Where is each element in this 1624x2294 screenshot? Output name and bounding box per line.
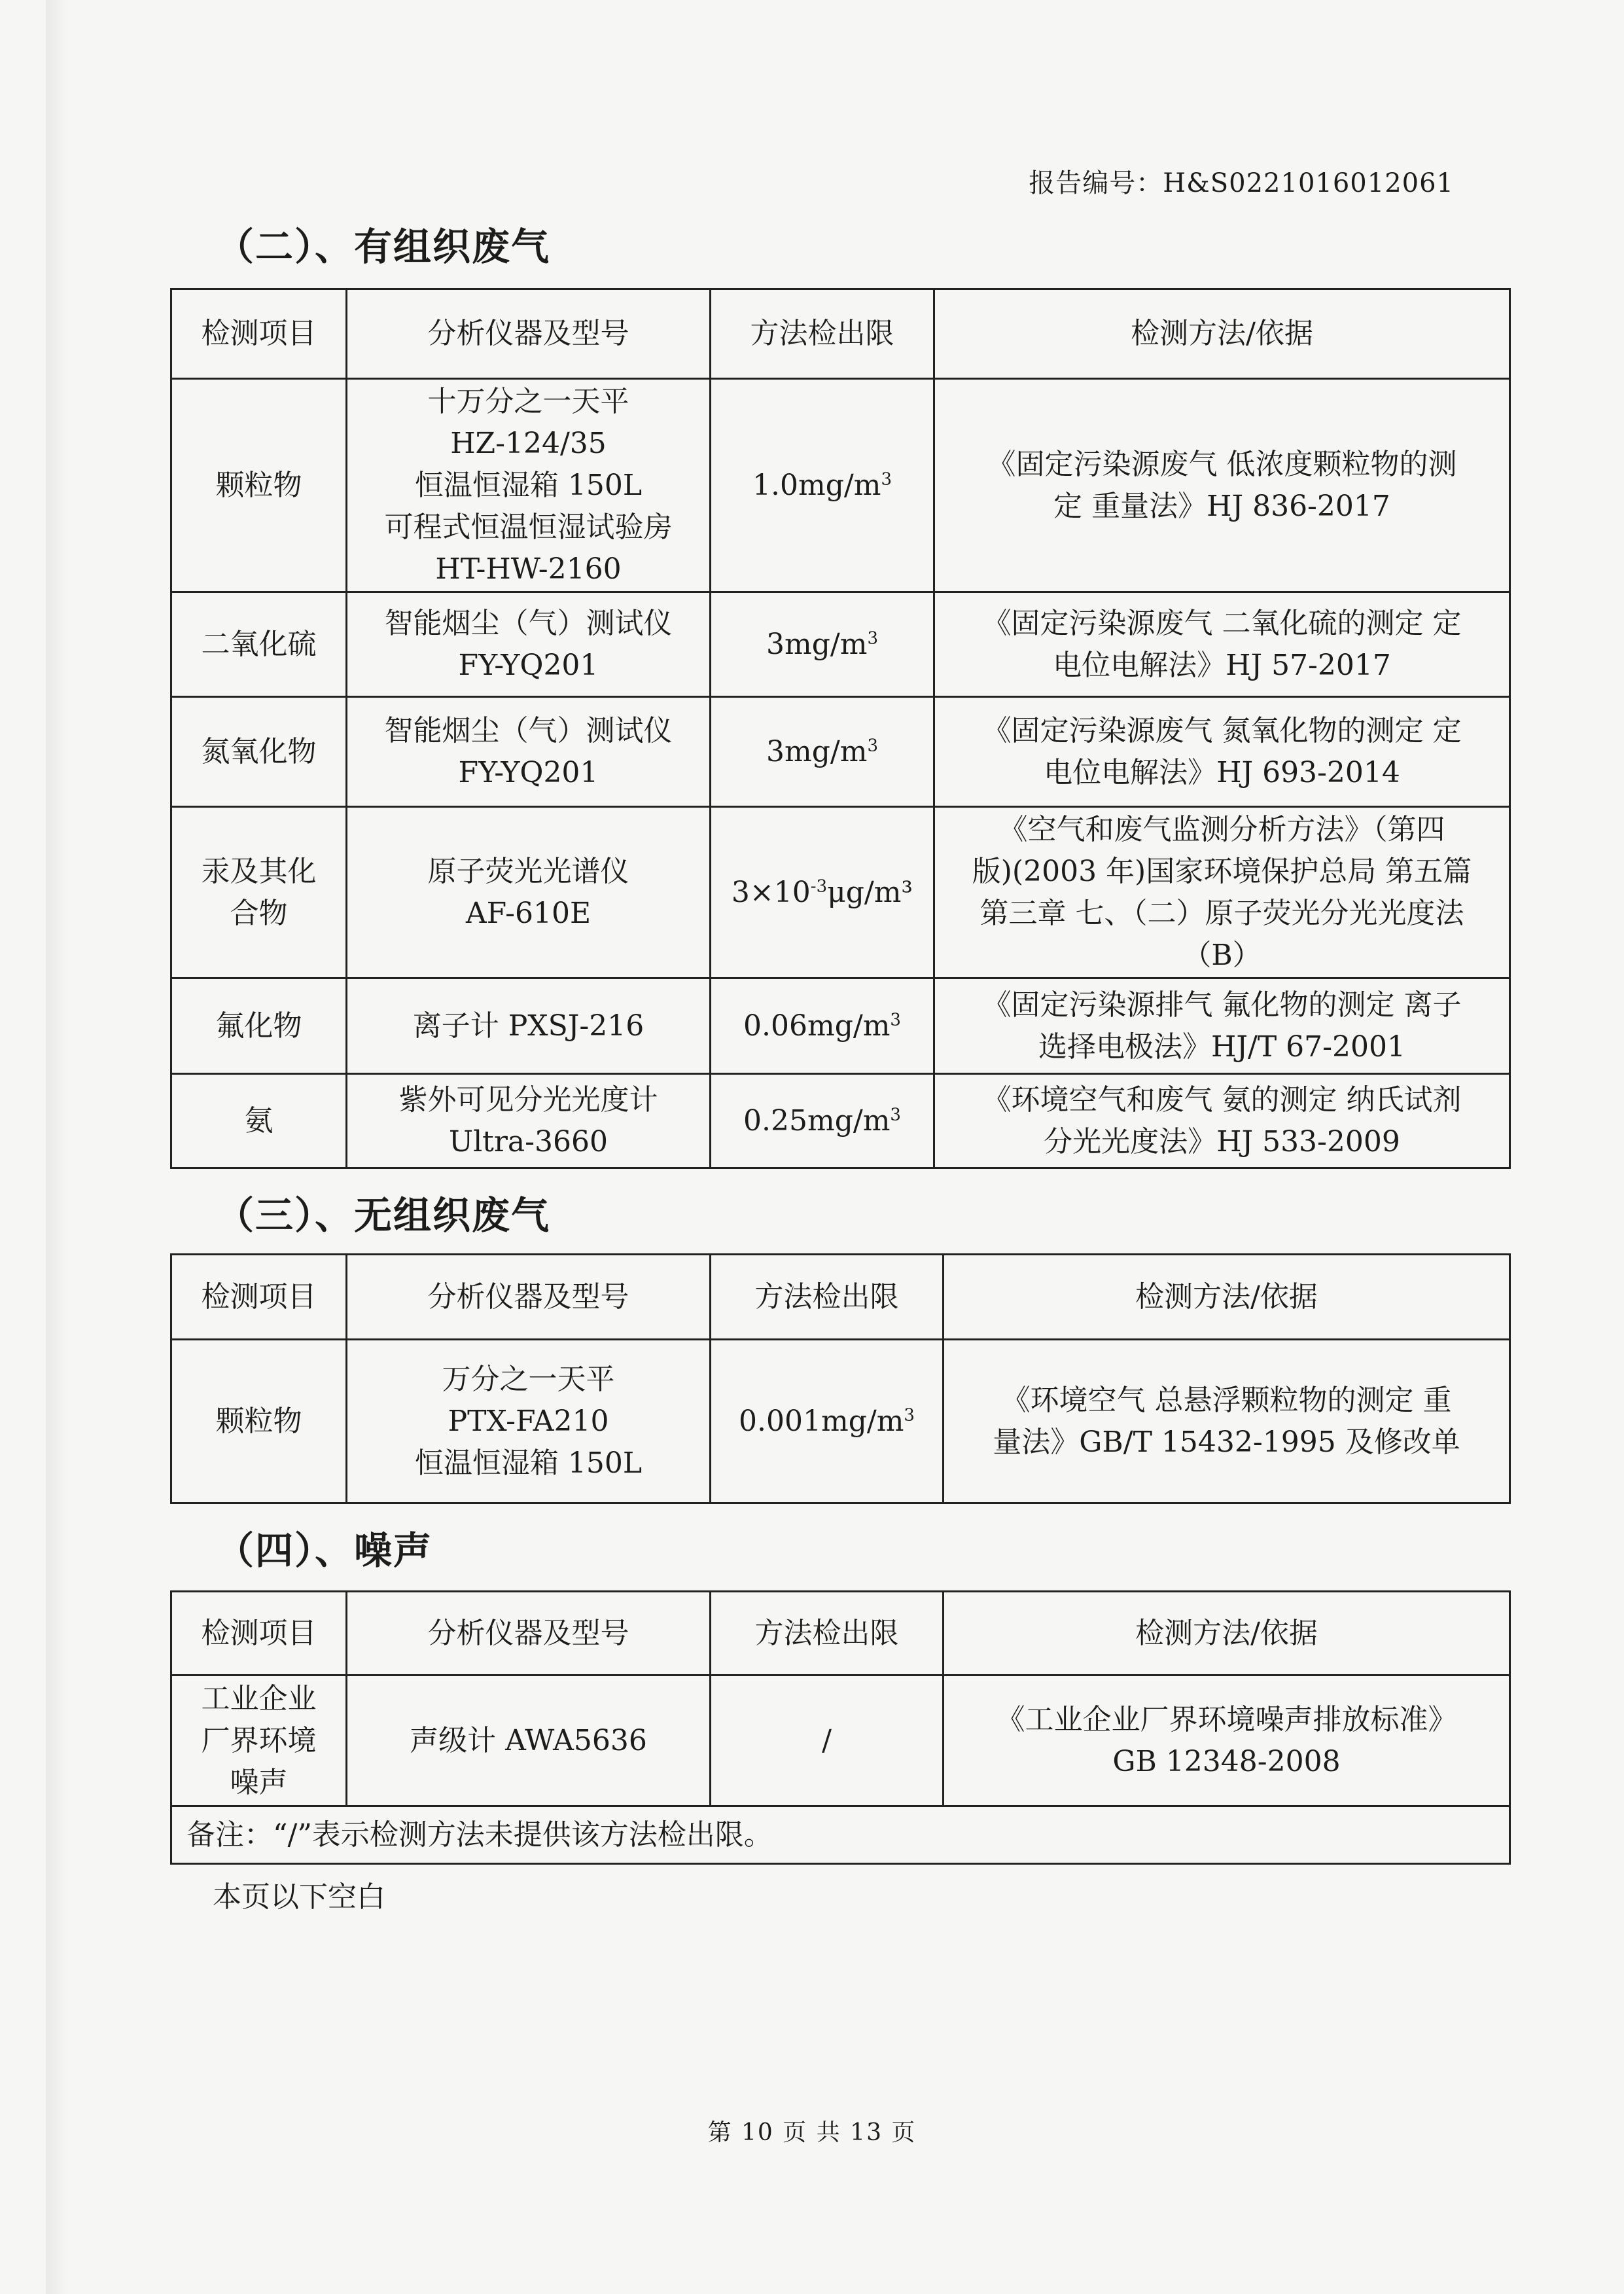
cell-item — [171, 1676, 347, 1806]
limit-value: 0.001mg/m — [739, 1404, 904, 1438]
cell-instrument-line: 智能烟尘（气）测试仪 — [384, 606, 673, 640]
cell-instrument — [347, 1340, 711, 1503]
cell-instrument — [347, 807, 711, 978]
cell-method-line: 《环境空气 总悬浮颗粒物的测定 重 — [1001, 1383, 1452, 1417]
cell-item-line: 颗粒物 — [215, 1404, 302, 1438]
cell-instrument-line: 声级计 AWA5636 — [410, 1723, 647, 1757]
cell-limit — [711, 1676, 944, 1806]
cell-method-line: 《工业企业厂界环境噪声排放标准》 — [996, 1702, 1457, 1736]
cell-instrument-line: FY-YQ201 — [458, 755, 599, 789]
cell-instrument-line: HT-HW-2160 — [435, 552, 622, 586]
cell-instrument-line: 智能烟尘（气）测试仪 — [384, 713, 673, 747]
limit-value: 3mg/m — [766, 734, 868, 768]
header-cell-limit: 方法检出限 — [711, 1255, 944, 1340]
cell-item-line: 氟化物 — [215, 1009, 302, 1043]
table-row — [171, 1676, 1510, 1806]
cell-method-line: 《环境空气和废气 氨的测定 纳氏试剂 — [982, 1083, 1462, 1117]
limit-value: 0.06mg/m — [743, 1009, 891, 1043]
header-cell-method: 检测方法/依据 — [944, 1592, 1510, 1676]
cell-method — [934, 978, 1510, 1074]
header-cell-instrument: 分析仪器及型号 — [347, 289, 711, 379]
cell-limit — [711, 379, 934, 592]
cell-instrument-line: HZ-124/35 — [450, 426, 607, 460]
limit-exponent: 3 — [890, 1009, 901, 1030]
cell-method-line: 《固定污染源排气 氟化物的测定 离子 — [982, 988, 1462, 1022]
cell-item-line: 合物 — [230, 896, 288, 930]
cell-item-line: 颗粒物 — [215, 468, 302, 502]
table-note: 备注：“/”表示检测方法未提供该方法检出限。 — [171, 1806, 1510, 1864]
cell-item-line: 厂界环境 — [201, 1723, 317, 1757]
cell-instrument-line: FY-YQ201 — [458, 648, 599, 682]
cell-item-line: 噪声 — [230, 1765, 288, 1799]
cell-limit — [711, 1340, 944, 1503]
cell-method-line: 第三章 七、（二）原子荧光分光光度法 — [980, 896, 1464, 930]
cell-method-line: 分光光度法》HJ 533-2009 — [1044, 1124, 1400, 1158]
cell-method-line: 《固定污染源废气 低浓度颗粒物的测 — [987, 447, 1457, 481]
cell-method — [934, 592, 1510, 697]
cell-limit — [711, 978, 934, 1074]
table-row — [171, 978, 1510, 1074]
table-row — [171, 807, 1510, 978]
table-row — [171, 379, 1510, 592]
cell-method-line: 《空气和废气监测分析方法》（第四 — [998, 812, 1445, 846]
cell-instrument-line: 十万分之一天平 — [427, 384, 629, 418]
table-header-row — [171, 289, 1510, 379]
cell-method-line: 选择电极法》HJ/T 67-2001 — [1038, 1030, 1405, 1064]
cell-instrument-line: 万分之一天平 — [442, 1362, 615, 1396]
cell-instrument-line: 紫外可见分光光度计 — [398, 1083, 658, 1117]
cell-item — [171, 1074, 347, 1168]
cell-method-line: 电位电解法》HJ 693-2014 — [1044, 755, 1400, 789]
cell-limit — [711, 807, 934, 978]
cell-item — [171, 379, 347, 592]
table-header-row — [171, 1255, 1510, 1340]
page-footer: 第 10 页 共 13 页 — [707, 2119, 917, 2146]
cell-item — [171, 807, 347, 978]
cell-method-line: 电位电解法》HJ 57-2017 — [1053, 648, 1391, 682]
section-title-noise: （四）、噪声 — [216, 1528, 433, 1573]
report-number: 报告编号：H&S0221016012061 — [1029, 168, 1454, 198]
cell-item — [171, 697, 347, 807]
table-row — [171, 1074, 1510, 1168]
cell-method-line: 《固定污染源废气 氮氧化物的测定 定 — [982, 713, 1462, 747]
cell-method-line: 《固定污染源废气 二氧化硫的测定 定 — [982, 606, 1462, 640]
limit-value: 1.0mg/m — [752, 468, 881, 502]
limit-exponent: 3 — [890, 1104, 901, 1124]
cell-item-line: 氮氧化物 — [201, 734, 317, 768]
cell-instrument — [347, 1676, 711, 1806]
cell-item-line: 氨 — [244, 1103, 274, 1138]
cell-instrument-line: PTX-FA210 — [448, 1404, 609, 1438]
cell-instrument — [347, 1074, 711, 1168]
limit-exponent: 3 — [904, 1405, 915, 1425]
cell-instrument-line: 离子计 PXSJ-216 — [412, 1009, 644, 1043]
cell-method-line: GB 12348-2008 — [1112, 1744, 1341, 1778]
table-row — [171, 697, 1510, 807]
cell-method — [934, 1074, 1510, 1168]
cell-limit — [711, 697, 934, 807]
cell-method — [944, 1340, 1510, 1503]
cell-method — [934, 697, 1510, 807]
cell-method-line: （B） — [1182, 938, 1262, 972]
table-header-row — [171, 1592, 1510, 1676]
cell-item — [171, 978, 347, 1074]
cell-method — [934, 379, 1510, 592]
cell-instrument — [347, 592, 711, 697]
header-cell-instrument: 分析仪器及型号 — [347, 1255, 711, 1340]
cell-instrument — [347, 697, 711, 807]
header-cell-item: 检测项目 — [171, 1255, 347, 1340]
cell-method-line: 版)(2003 年)国家环境保护总局 第五篇 — [972, 854, 1472, 888]
cell-item — [171, 1340, 347, 1503]
limit-exponent: -3 — [810, 876, 828, 896]
organized-exhaust-table — [170, 288, 1511, 1169]
cell-instrument — [347, 379, 711, 592]
fugitive-exhaust-table — [170, 1253, 1511, 1504]
blank-below-note: 本页以下空白 — [213, 1880, 385, 1914]
cell-method — [944, 1676, 1510, 1806]
note-row — [171, 1806, 1510, 1864]
limit-value: 3mg/m — [766, 627, 868, 661]
cell-instrument-line: 可程式恒温恒湿试验房 — [384, 510, 673, 544]
noise-table — [170, 1590, 1511, 1865]
cell-limit — [711, 1074, 934, 1168]
cell-instrument-line: 恒温恒湿箱 150L — [414, 1446, 643, 1480]
header-cell-item: 检测项目 — [171, 289, 347, 379]
cell-limit — [711, 592, 934, 697]
section-title-fugitive-exhaust: （三）、无组织废气 — [216, 1193, 551, 1238]
header-cell-item: 检测项目 — [171, 1592, 347, 1676]
header-cell-limit: 方法检出限 — [711, 289, 934, 379]
header-cell-method: 检测方法/依据 — [944, 1255, 1510, 1340]
limit-value: 3×10 — [731, 875, 811, 909]
limit-value: / — [822, 1723, 832, 1757]
table-row — [171, 1340, 1510, 1503]
limit-unit: μg/m³ — [827, 875, 913, 909]
header-cell-instrument: 分析仪器及型号 — [347, 1592, 711, 1676]
cell-instrument-line: 恒温恒湿箱 150L — [414, 468, 643, 502]
limit-exponent: 3 — [881, 469, 892, 489]
cell-method-line: 量法》GB/T 15432-1995 及修改单 — [993, 1425, 1460, 1459]
limit-value: 0.25mg/m — [743, 1103, 891, 1138]
table-row — [171, 592, 1510, 697]
cell-method — [934, 807, 1510, 978]
cell-instrument — [347, 978, 711, 1074]
header-cell-limit: 方法检出限 — [711, 1592, 944, 1676]
cell-instrument-line: AF-610E — [465, 896, 591, 930]
cell-item-line: 二氧化硫 — [201, 627, 317, 661]
cell-method-line: 定 重量法》HJ 836-2017 — [1053, 489, 1390, 523]
scan-edge-shadow — [46, 0, 79, 2294]
header-cell-method: 检测方法/依据 — [934, 289, 1510, 379]
cell-instrument-line: Ultra-3660 — [449, 1124, 608, 1158]
cell-item-line: 工业企业 — [201, 1681, 317, 1715]
cell-instrument-line: 原子荧光光谱仪 — [427, 854, 629, 888]
cell-item — [171, 592, 347, 697]
limit-exponent: 3 — [867, 735, 878, 755]
limit-exponent: 3 — [867, 628, 878, 648]
section-title-organized-exhaust: （二）、有组织废气 — [216, 224, 551, 269]
cell-item-line: 汞及其化 — [201, 854, 317, 888]
